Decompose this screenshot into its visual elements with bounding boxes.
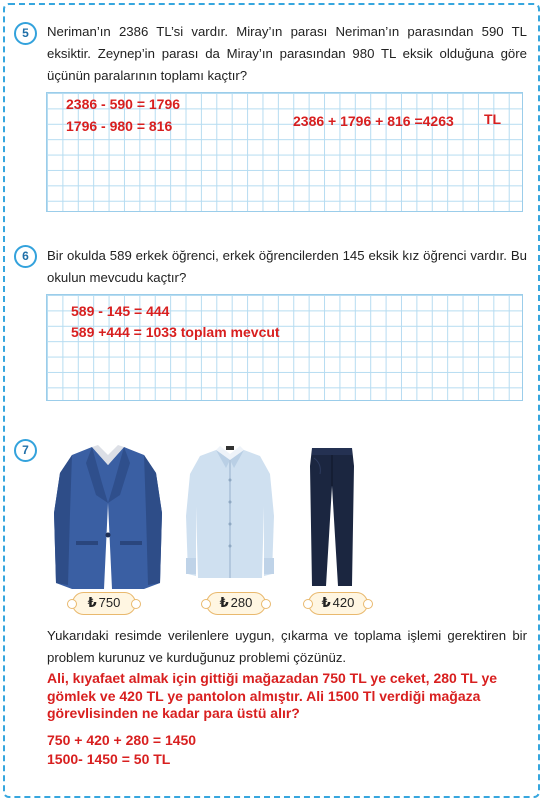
q6-work-line-2: 589 +444 = 1033 toplam mevcut [71,324,280,340]
q7-answer-line-2: 1500- 1450 = 50 TL [47,751,171,767]
question-7-text: Yukarıdaki resimde verilenlere uygun, çıkarma ve toplama işlemi gerektiren bir problem kurunuz ve kurduğunuz problemi çözünüz. [47,628,527,665]
lira-symbol-icon: ₺ [321,595,331,610]
q5-result: 2386 + 1796 + 816 =4263 [293,113,454,129]
shirt-image [184,446,276,580]
q5-result-unit: TL [484,111,502,127]
price-tag-shirt [206,592,266,615]
question-number-5: 5 [14,22,37,45]
question-number-6: 6 [14,245,37,268]
price-jacket: 750 [98,595,121,610]
lira-symbol-icon: ₺ [219,595,229,610]
q6-work-line-1: 589 - 145 = 444 [71,303,170,319]
question-5-text: Neriman’ın 2386 TL’si vardır. Miray’ın parası Neriman’ın parasından 590 TL eksiktir. Zeynep’in parası da Miray’ın parasından 980 TL eksik olduğuna göre üçünün paralarının toplamı kaçtır? [47,24,527,83]
question-number-7: 7 [14,439,37,462]
price-tag-jacket [72,592,136,615]
price-trousers: 420 [332,595,355,610]
price-tag-trousers [308,592,368,615]
price-shirt: 280 [230,595,253,610]
q5-work-line-2: 1796 - 980 = 816 [66,118,173,134]
q7-answer-line-1: 750 + 420 + 280 = 1450 [47,732,197,748]
question-6-text: Bir okulda 589 erkek öğrenci, erkek öğrencilerden 145 eksik kız öğrenci vardır. Bu okulun mevcudu kaçtır? [47,248,527,285]
q7-answer-problem: Ali, kıyafaet almak için gittiği mağazadan 750 TL ye ceket, 280 TL ye gömlek ve 420 TL ye pantolon almıştır. Ali 1500 Tl verdiği mağaza görevlisinden ne kadar para üstü alır? [47,670,498,721]
q5-work-line-1: 2386 - 590 = 1796 [66,96,181,112]
jacket-image [52,443,164,591]
trousers-image [308,446,356,588]
lira-symbol-icon: ₺ [87,595,97,610]
